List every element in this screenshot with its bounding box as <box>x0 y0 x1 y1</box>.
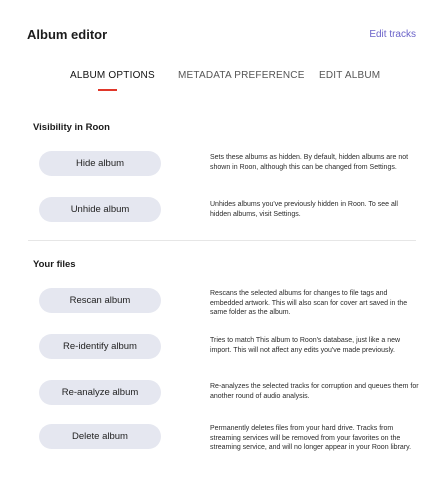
rescan-album-button[interactable]: Rescan album <box>39 288 161 313</box>
unhide-album-button[interactable]: Unhide album <box>39 197 161 222</box>
page-title: Album editor <box>27 27 108 42</box>
unhide-album-description: Unhides albums you've previously hidden in Roon. To see all hidden albums, visit Settings. <box>210 201 398 218</box>
edit-tracks-link[interactable]: Edit tracks <box>369 29 416 40</box>
tab-edit-album[interactable]: EDIT ALBUM <box>319 70 381 81</box>
hide-album-button[interactable]: Hide album <box>39 151 161 176</box>
section-divider <box>28 240 416 241</box>
active-tab-indicator <box>98 89 117 91</box>
editor-header <box>0 0 445 60</box>
reidentify-album-description: Tries to match This album to Roon's database, just like a new import. This will not affect any edits you've made previously. <box>210 337 401 354</box>
reanalyze-album-button[interactable]: Re-analyze album <box>39 380 161 405</box>
delete-album-description: Permanently deletes files from your hard drive. Tracks from streaming services will be removed from your favorites on the streaming service, and will no longer appear in your Roon library. <box>210 425 412 451</box>
rescan-album-description: Rescans the selected albums for changes to file tags and embedded artwork. This will also scan for cover art saved in the same folder as the album. <box>210 290 408 316</box>
reidentify-album-button[interactable]: Re-identify album <box>39 334 161 359</box>
delete-album-button[interactable]: Delete album <box>39 424 161 449</box>
tab-album-options[interactable]: ALBUM OPTIONS <box>70 70 155 81</box>
section-title-files: Your files <box>33 259 76 270</box>
reanalyze-album-description: Re-analyzes the selected tracks for corruption and queues them for another round of audio analysis. <box>210 383 419 400</box>
section-title-visibility: Visibility in Roon <box>33 122 110 133</box>
hide-album-description: Sets these albums as hidden. By default, hidden albums are not shown in Roon, although this can be changed from Settings. <box>210 154 409 171</box>
tab-metadata-preference[interactable]: METADATA PREFERENCE <box>178 70 305 81</box>
tab-bar <box>0 70 445 92</box>
